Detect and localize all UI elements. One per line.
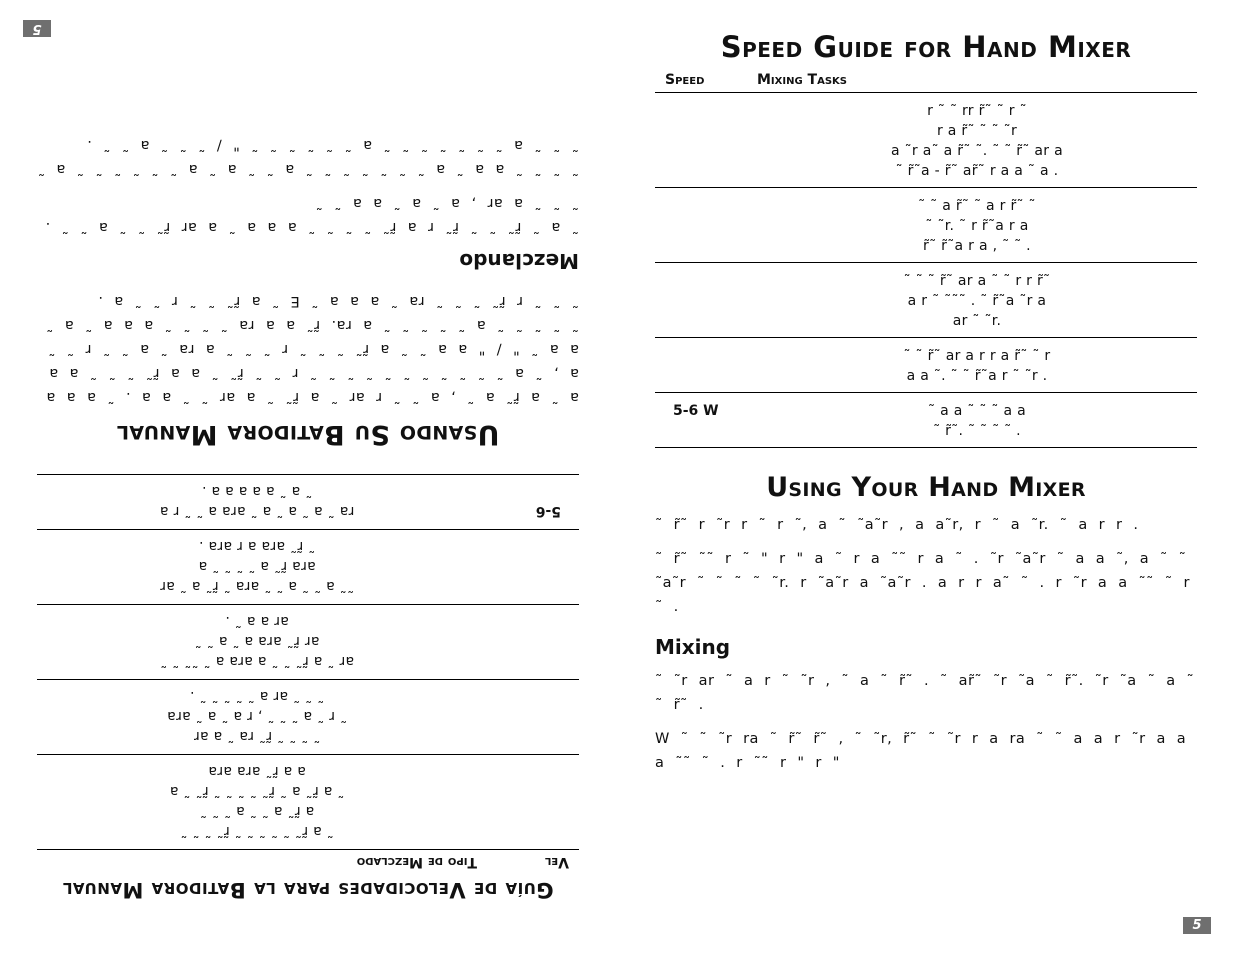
- spanish-guide-header: [37, 849, 579, 870]
- spanish-page: [0, 0, 617, 954]
- english-paragraph: ˜ r̃˜ ˜˜ r ˜ " r " a ˜ r a ˜˜ r a ˜ . ˜r ˜a˜r ˜ a a ˜, a ˜ ˜ ˜a˜r ˜ ˜ ˜ ˜ ˜r. r ˜a˜r a ˜a˜r . a r r a˜ ˜ . r ˜r a a ˜˜ ˜ r ˜ .: [655, 551, 1190, 615]
- spanish-task-text: ar ˜ a r̃˜ ˜ ˜ a ara a ˜ ˜˜ ˜ ˜ ar r̃˜ ara a ˜ a ˜ ˜ ar a a ˜ .: [159, 613, 355, 669]
- spanish-guide-row: [37, 754, 579, 849]
- spanish-paragraph: ˜ ˜ ˜ ˜ a a ˜ a ˜ ˜ ˜ ˜ ˜ ˜ ˜ a ˜ ˜ a ˜ a ˜ ˜ ˜ ˜ ˜ ˜ a ˜ ˜ ˜ ˜ a ˜ ˜ ˜ ˜ ˜ ˜ ˜ a ˜ ˜ ˜ ˜ ˜ ˜ " / ˜ ˜ ˜ a ˜ ˜ .: [37, 137, 579, 177]
- english-guide-header: [655, 72, 1197, 93]
- english-guide-row: [655, 393, 1197, 448]
- english-speed-header: Speed: [665, 72, 705, 88]
- english-page: [617, 0, 1235, 954]
- english-speed-value: 5-6 W: [673, 403, 719, 419]
- english-guide-rows: [655, 93, 1197, 448]
- spanish-task-text: ˜ a r̃˜ ˜ ˜ ˜ ˜ ˜ r̃˜ ˜ ˜ ˜ a r̃˜ a ˜ ˜ a ˜ ˜ ˜ ˜ a r̃˜ a ˜ r̃˜ ˜ ˜ ˜ ˜ r̃˜ ˜ a a a r̃˜ ara ara: [169, 763, 345, 839]
- english-task-text: ˜ ˜ ˜ r̃˜ ar a ˜ ˜ r r r̃˜ a r ˜ ˜˜˜ . ˜ r̃˜a ˜r a ar ˜ ˜r.: [903, 273, 1051, 329]
- spanish-task-text: ˜˜ a ˜ ˜ a ˜ ˜ ara ˜ r̃˜ a ˜ ar ara r̃˜ a ˜ ˜ ˜ ˜ a ˜ r̃˜ ara a r ara .: [159, 538, 355, 594]
- english-paragraph: W ˜ ˜ ˜r ra ˜ r̃˜ r̃˜ , ˜ ˜r, r̃˜ ˜ ˜r r a ra ˜ ˜ a a r ˜r a a a ˜˜ ˜ . r ˜˜ r " r ": [655, 731, 1187, 771]
- spanish-task-text: ra ˜ a ˜ a ˜ a ˜ ara a ˜ ˜ r a ˜ a ˜ a a a a a .: [159, 483, 355, 519]
- english-speed-value: [655, 196, 757, 256]
- spanish-speed-value: [477, 611, 579, 671]
- spanish-task-text: ˜ ˜ ˜ ˜ r̃˜ ra ˜ a ar ˜ r ˜ a ˜ ˜ ˜ , r a ˜ a ˜ ara ˜ ˜ ˜ ar a ˜ ˜ ˜ ˜ ˜ .: [166, 688, 348, 744]
- spanish-guide-title: Guía de Velocidades para la Batidora Manual: [62, 878, 554, 902]
- english-task-text: ˜ ˜ r̃˜ ar a r r a r̃˜ ˜ r a a ˜. ˜ ˜ r̃˜a r ˜ ˜r .: [903, 348, 1051, 384]
- english-paragraph: ˜ ˜r ar ˜ a r ˜ ˜r , ˜ a ˜ r̃˜ . ˜ ar̃˜ ˜r ˜a ˜ r̃˜. ˜r ˜a ˜ a ˜ ˜ r̃˜ .: [655, 673, 1195, 713]
- spanish-speed-value: 5-6: [535, 503, 561, 519]
- english-guide-row: [655, 188, 1197, 263]
- english-task-text: ˜ ˜ a r̃˜ ˜ a r r̃˜ ˜ ˜ ˜r. ˜ r r̃˜a r a r̃˜ r̃˜a r a , ˜ ˜ .: [918, 198, 1036, 254]
- spanish-mixing-paragraphs: [37, 133, 579, 239]
- spanish-tasks-header: Tipo de Mezclado: [356, 854, 477, 870]
- english-guide-row: [655, 338, 1197, 393]
- spanish-speed-value: [477, 686, 579, 746]
- spanish-using-title: Usando Su Batidora Manual: [116, 419, 500, 450]
- english-task-text: ˜ a a ˜ ˜ ˜ a a ˜ r̃˜. ˜ ˜ ˜ ˜ .: [928, 403, 1026, 439]
- english-tasks-header: Mixing Tasks: [757, 72, 847, 88]
- spanish-guide-row: [37, 529, 579, 604]
- spanish-mixing-heading: Mezclando: [459, 249, 579, 273]
- spanish-paragraph: a ˜ a r̃˜ a ˜ , a ˜ ˜ r ar ˜ a r̃˜ ˜ a ar ˜ ˜ a a . ˜ a a a a , ˜ a ˜ ˜ ˜ ˜ ˜ ˜ ˜ ˜ ˜ ˜ ˜ r ˜ ˜ r̃˜ ˜ a a r̃˜ ˜ ˜ ˜ a a a a ˜ " / " a a ˜ ˜ a r̃˜ ˜ ˜ ˜ r ˜ ˜ ˜ a ra ˜ a ˜ ˜ r ˜ ˜ ˜ ˜ ˜ ˜ ˜ a ˜ ˜ ˜ ˜ ˜ a ra. r̃˜ a a ra ˜ ˜ ˜ ˜ a a a ˜ a ˜ ˜ ˜ ˜ r r̃˜ ˜ ˜ ˜ ra ˜ a a a ˜ E ˜ a r̃˜ ˜ ˜ r ˜ ˜ a .: [45, 293, 579, 405]
- spanish-speed-value: [477, 536, 579, 596]
- english-speed-value: [655, 101, 757, 181]
- english-task-text: r ˜ ˜ rr r̃˜ ˜ r ˜ r a r̃˜ ˜ ˜ ˜r a ˜r a˜ a r̃˜ ˜. ˜ ˜ r̃˜ ar a ˜ r̃˜a - r̃˜ ar̃˜ r a a ˜ a .: [891, 103, 1063, 179]
- english-guide-row: [655, 263, 1197, 338]
- spanish-guide-row: [37, 679, 579, 754]
- page-number-left: 5: [23, 20, 51, 37]
- spanish-guide-rows: [37, 474, 579, 849]
- spanish-paragraph: ˜ a ˜ r̃˜ ˜ ˜ r̃˜ r a r̃˜ ˜ ˜ ˜ ˜ a a a ˜ a ar r̃˜ ˜ ˜ a ˜ ˜ . ˜ ˜ ˜ a ar , a ˜ a ˜ a a ˜ ˜: [45, 195, 579, 235]
- spanish-using-paragraphs: [37, 289, 579, 409]
- spanish-speed-value: [477, 761, 579, 841]
- spanish-speed-header: Vel: [544, 854, 569, 870]
- english-using-paragraphs: [655, 513, 1197, 619]
- english-speed-value: [655, 346, 757, 386]
- english-guide-title: Speed Guide for Hand Mixer: [720, 30, 1132, 64]
- page-number-right: 5: [1183, 917, 1211, 934]
- spanish-guide-row: [37, 604, 579, 679]
- english-speed-value: [655, 271, 757, 331]
- english-mixing-heading: Mixing: [655, 635, 731, 659]
- english-guide-row: [655, 93, 1197, 188]
- english-paragraph: ˜ r̃˜ r ˜r r ˜ r ˜, a ˜ ˜a˜r , a a˜r, r ˜ a ˜r. ˜ a r r .: [655, 517, 1139, 533]
- spanish-guide-row: [37, 474, 579, 529]
- english-using-title: Using Your Hand Mixer: [766, 472, 1086, 503]
- english-mixing-paragraphs: [655, 669, 1197, 775]
